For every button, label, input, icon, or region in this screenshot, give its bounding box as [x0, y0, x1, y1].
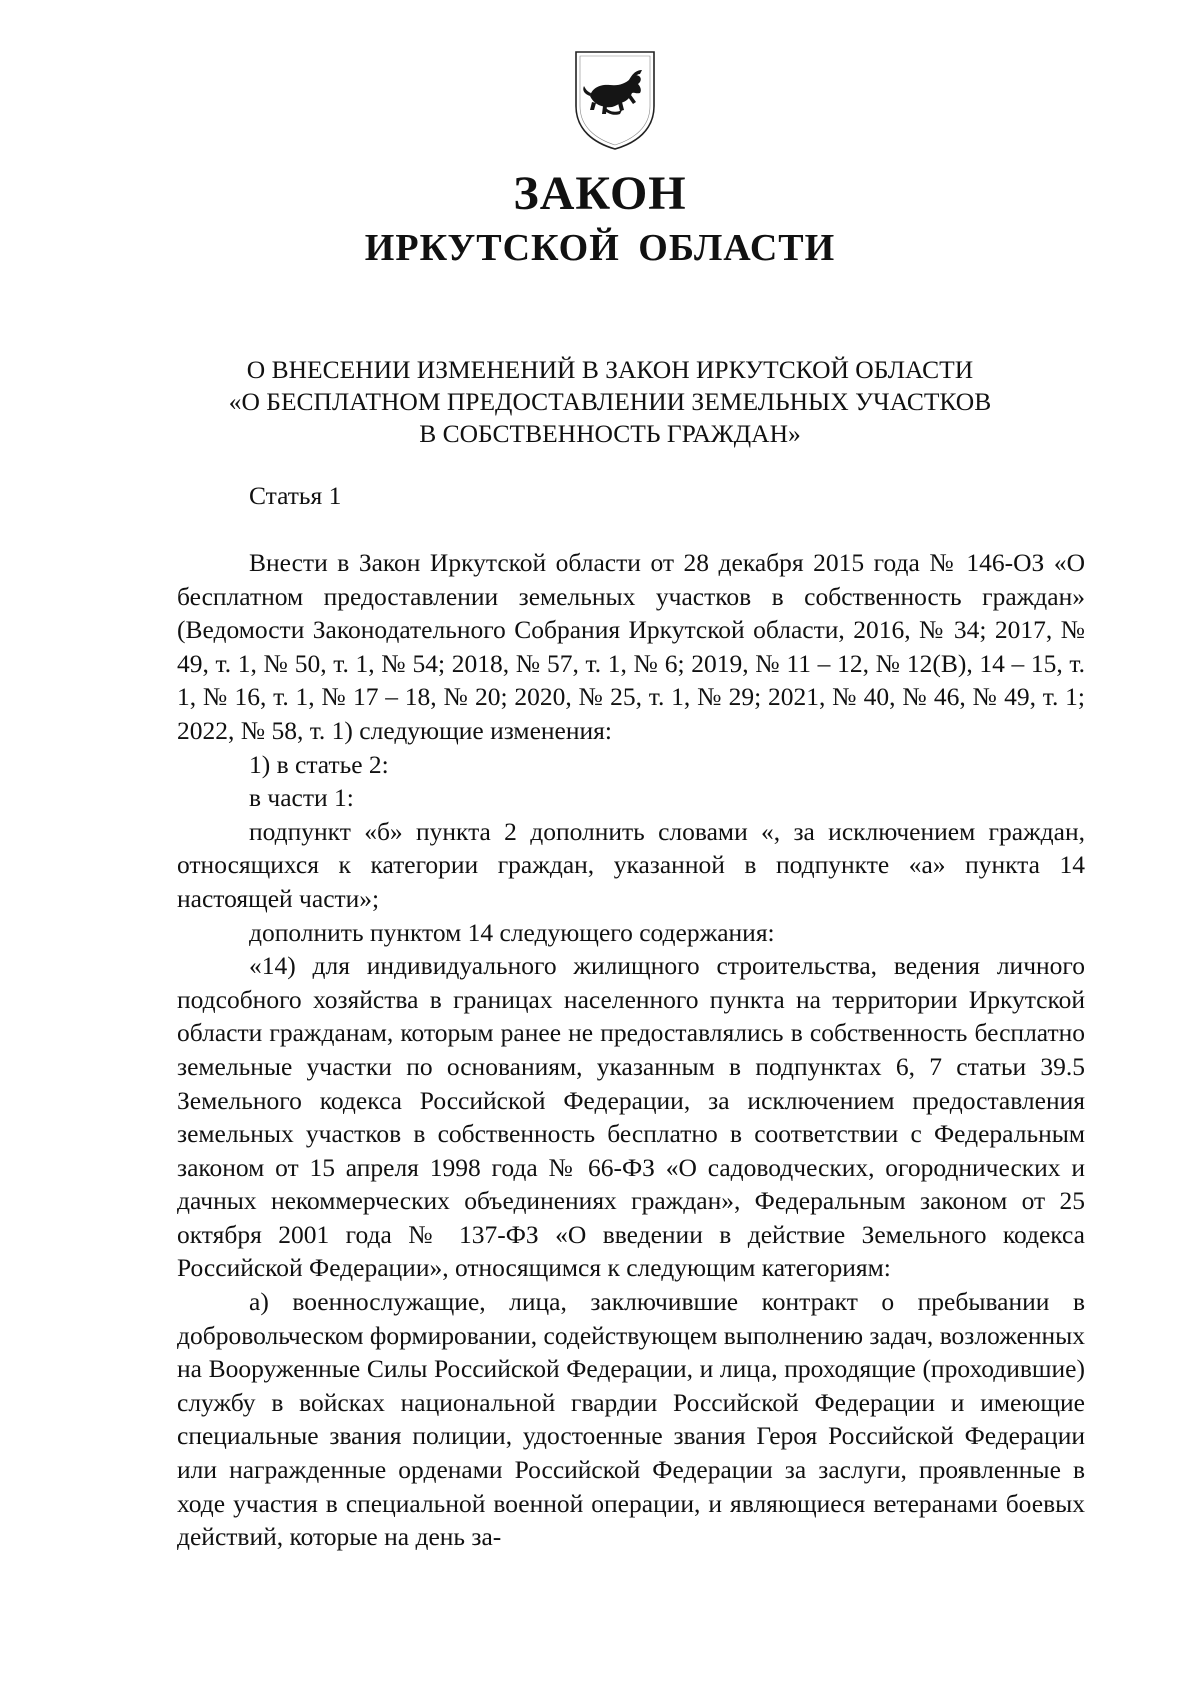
law-heading [150, 354, 1070, 450]
heading-line: В СОБСТВЕННОСТЬ ГРАЖДАН» [419, 419, 801, 448]
document-body [177, 546, 1085, 1554]
coat-of-arms-icon [570, 46, 660, 152]
body-paragraph: а) военнослужащие, лица, заключившие контракт о пребывании в добровольческом формировании, содействующем выполнению задач, возложенных на Вооруженные Силы Российской Федерации, и лица, проходящие (проходившие) службу в войсках национальной гвардии Российской Федерации и имеющие специальные звания полиции, удостоенные звания Героя Российской Федерации или награжденные орденами Российской Федерации за заслуги, проявленные в ходе участия в специальной военной операции, и являющиеся ветеранами боевых действий, которые на день за- [177, 1287, 1085, 1552]
article-label: Статья 1 [249, 481, 342, 510]
heading-line: О ВНЕСЕНИИ ИЗМЕНЕНИЙ В ЗАКОН ИРКУТСКОЙ ОБЛАСТИ [246, 355, 974, 384]
heading-line: «О БЕСПЛАТНОМ ПРЕДОСТАВЛЕНИИ ЗЕМЕЛЬНЫХ УЧАСТКОВ [228, 387, 992, 416]
body-paragraph: подпункт «б» пункта 2 дополнить словами «, за исключением граждан, относящихся к категории граждан, указанной в подпункте «а» пункта 14 настоящей части»; [177, 816, 1085, 913]
document-subtitle: ИРКУТСКОЙ ОБЛАСТИ [364, 227, 836, 269]
document-title: ЗАКОН [513, 167, 687, 220]
body-paragraph: Внести в Закон Иркутской области от 28 декабря 2015 года № 146-ОЗ «О бесплатном предоставлении земельных участков в собственность граждан» (Ведомости Законодательного Собрания Иркутской области, 2016, № 34; 2017, № 49, т. 1, № 50, т. 1, № 54; 2018, № 57, т. 1, № 6; 2019, № 11 – 12, № 12(В), 14 – 15, т. 1, № 16, т. 1, № 17 – 18, № 20; 2020, № 25, т. 1, № 29; 2021, № 40, № 46, № 49, т. 1; 2022, № 58, т. 1) следующие изменения: [177, 548, 1085, 745]
body-paragraph: 1) в статье 2: [249, 749, 389, 779]
body-paragraph: дополнить пунктом 14 следующего содержания: [249, 917, 775, 947]
body-paragraph: «14) для индивидуального жилищного строительства, ведения личного подсобного хозяйства в границах населенного пункта на территории Иркутской области гражданам, которым ранее не предоставлялись в собственность бесплатно земельные участки по основаниям, указанным в подпунктах 6, 7 статьи 39.5 Земельного кодекса Российской Федерации, за исключением предоставления земельных участков в собственность бесплатно в соответствии с Федеральным законом от 15 апреля 1998 года № 66-ФЗ «О садоводческих, огороднических и дачных некоммерческих объединениях граждан», Федеральным законом от 25 октября 2001 года № 137-ФЗ «О введении в действие Земельного кодекса Российской Федерации», относящимся к следующим категориям: [177, 951, 1085, 1283]
body-paragraph: в части 1: [249, 783, 354, 813]
